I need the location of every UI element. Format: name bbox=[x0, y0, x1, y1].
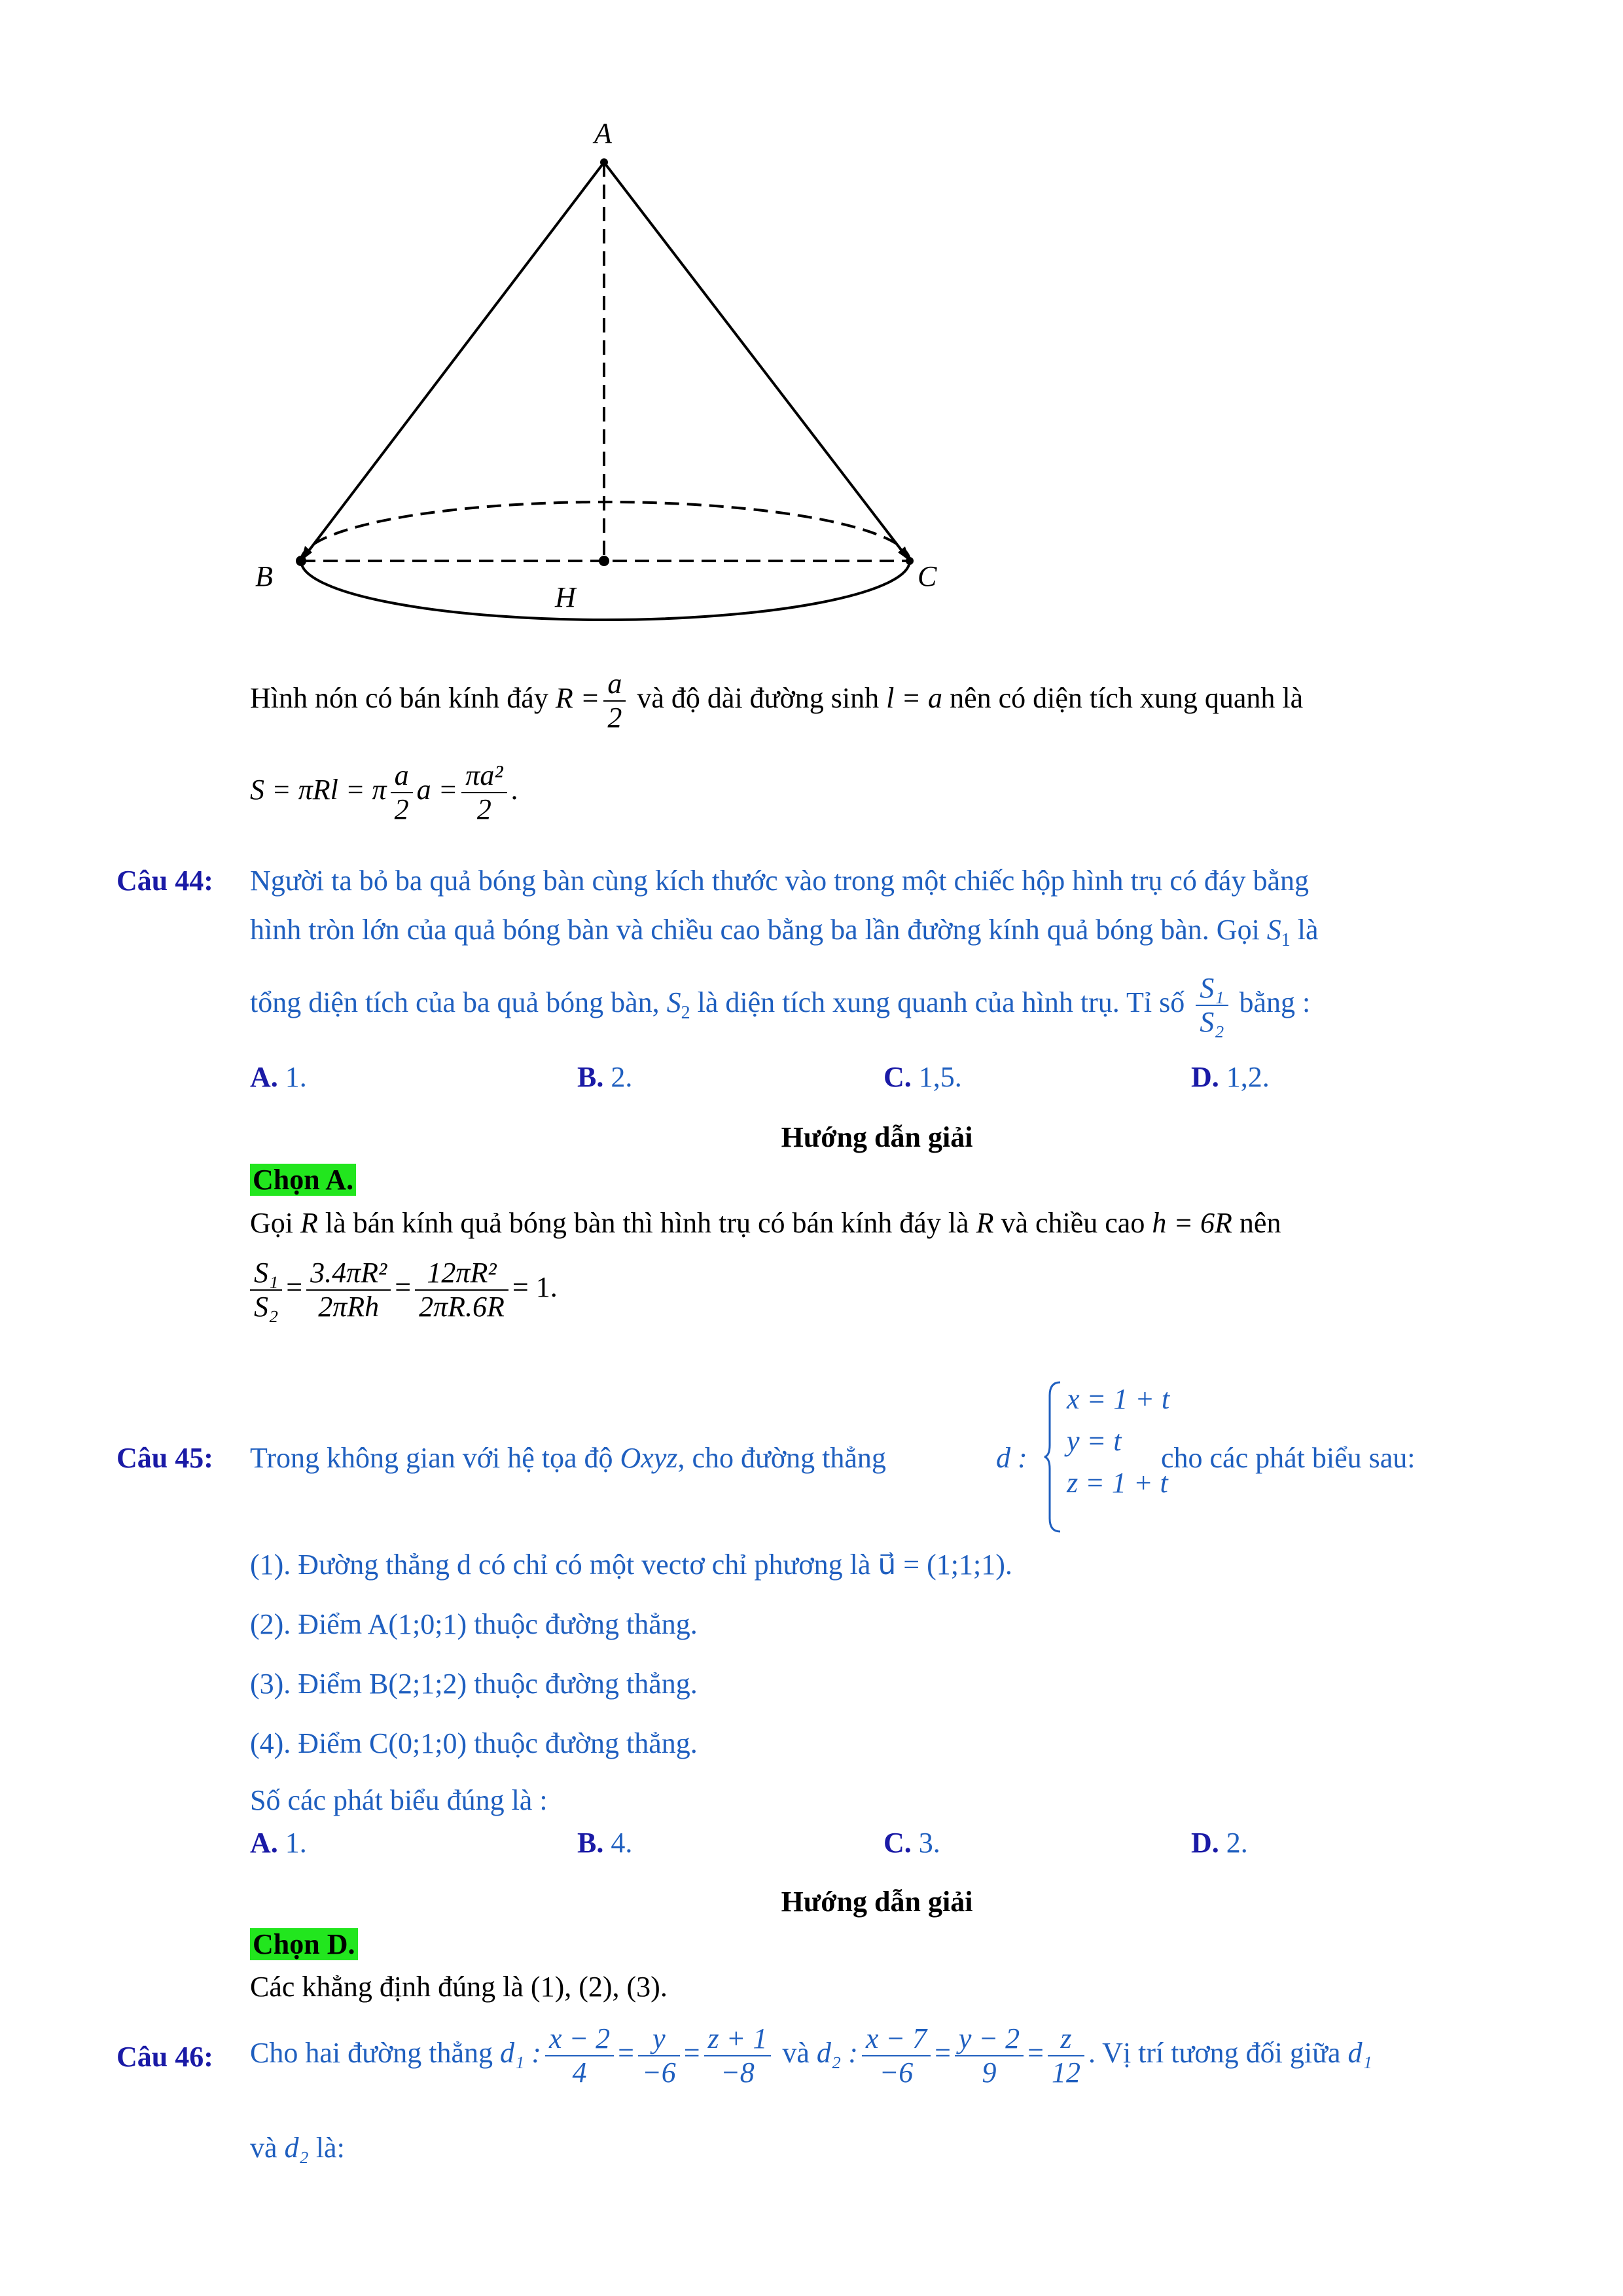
q45-statement-3: (3). Điểm B(2;1;2) thuộc đường thẳng. bbox=[250, 1668, 698, 1700]
q44-answer: Chọn A. bbox=[250, 1163, 356, 1197]
q45-guide-title: Hướng dẫn giải bbox=[781, 1886, 973, 1918]
q45-system-eq-1: x = 1 + t bbox=[1067, 1383, 1170, 1415]
q45-system-brace bbox=[1043, 1380, 1063, 1534]
q45-line: Trong không gian với hệ tọa độ Oxyz, cho đường thẳng bbox=[250, 1442, 886, 1474]
label-b: B bbox=[255, 560, 273, 592]
cone-figure bbox=[249, 98, 955, 635]
q45-line-d: d : bbox=[996, 1442, 1027, 1474]
point-c bbox=[906, 557, 914, 565]
base-ellipse-front bbox=[301, 561, 910, 620]
q45-statement-4: (4). Điểm C(0;1;0) thuộc đường thẳng. bbox=[250, 1727, 698, 1759]
q44-line-3: tổng diện tích của ba quả bóng bàn, $S_2$ là diện tích xung quanh của hình trụ. Tỉ số $\frac{\text{S₁}}{\text{S₂}}$ bằng : bbox=[250, 972, 1311, 1038]
q44-line-1: Người ta bỏ ba quả bóng bàn cùng kích thước vào trong một chiếc hộp hình trụ có đáy bằng bbox=[250, 865, 1309, 897]
q45-question: Số các phát biểu đúng là : bbox=[250, 1784, 548, 1816]
q45-statement-1: (1). Đường thẳng d có chỉ có một vectơ chỉ phương là u⃗ = (1;1;1). bbox=[250, 1549, 1012, 1581]
q44-guide-title: Hướng dẫn giải bbox=[781, 1121, 973, 1153]
q46-line-1: Cho hai đường thẳng d₁ : $\frac{x - 2}{4}$ = $\frac{y}{-6}$ = $\frac{z + 1}{-8}$ và d₂ : $\frac{x - 7}{-6}$ = $\frac{y - 2}{9}$ = $\frac{z}{12}$ . Vị trí tương đối giữa d₁ bbox=[250, 2022, 1372, 2089]
q44-solution-formula: $\frac{\text{S₁}}{\text{S₂}}$ = $\frac{\text{3.4πR²}}{\text{2πRh}}$ = $\frac{\text{12πR²}}{2\pi R.6R}$ = 1. bbox=[246, 1257, 558, 1323]
q44-line-2: hình tròn lớn của quả bóng bàn và chiều cao bằng ba lần đường kính quả bóng bàn. Gọi $S_1$ là bbox=[250, 914, 1319, 950]
q45-line-end: cho các phát biểu sau: bbox=[1161, 1442, 1416, 1474]
q45-option-a[interactable]: A. 1. bbox=[250, 1827, 307, 1859]
point-b bbox=[296, 556, 306, 566]
intro-line-1: Hình nón có bán kính đáy R = $\frac{a}{2}$ và độ dài đường sinh l = a nên có diện tích xung quanh là bbox=[250, 668, 1304, 734]
q45-option-c[interactable]: C. 3. bbox=[883, 1827, 940, 1859]
edge-ac bbox=[604, 162, 910, 561]
point-h bbox=[599, 556, 609, 566]
q44-option-c[interactable]: C. 1,5. bbox=[883, 1061, 962, 1093]
q45-option-b[interactable]: B. 4. bbox=[577, 1827, 633, 1859]
q45-statement-2: (2). Điểm A(1;0;1) thuộc đường thẳng. bbox=[250, 1608, 698, 1640]
q44-label: Câu 44: bbox=[116, 865, 213, 897]
edge-ab bbox=[301, 162, 604, 561]
label-h: H bbox=[555, 581, 576, 613]
q45-answer: Chọn D. bbox=[250, 1928, 358, 1962]
intro-line-2: S = πRl = π $\frac{a}{2}$ a = $\frac{\text{πa²}}{2}$ . bbox=[250, 759, 518, 825]
q46-label: Câu 46: bbox=[116, 2041, 213, 2073]
q45-system-eq-3: z = 1 + t bbox=[1067, 1467, 1168, 1499]
label-a: A bbox=[594, 117, 612, 149]
point-a bbox=[600, 158, 608, 166]
q45-option-d[interactable]: D. 2. bbox=[1191, 1827, 1248, 1859]
q44-option-a[interactable]: A. 1. bbox=[250, 1061, 307, 1093]
q44-option-b[interactable]: B. 2. bbox=[577, 1061, 633, 1093]
q45-label: Câu 45: bbox=[116, 1442, 213, 1474]
q46-line-2: và d₂ là: bbox=[250, 2132, 345, 2164]
q45-system-eq-2: y = t bbox=[1067, 1425, 1122, 1457]
q44-option-d[interactable]: D. 1,2. bbox=[1191, 1061, 1270, 1093]
label-c: C bbox=[918, 560, 937, 592]
q45-solution: Các khẳng định đúng là (1), (2), (3). bbox=[250, 1971, 668, 2003]
q44-solution-line-1: Gọi R là bán kính quả bóng bàn thì hình trụ có bán kính đáy là R và chiều cao h = 6R nên bbox=[250, 1207, 1281, 1239]
